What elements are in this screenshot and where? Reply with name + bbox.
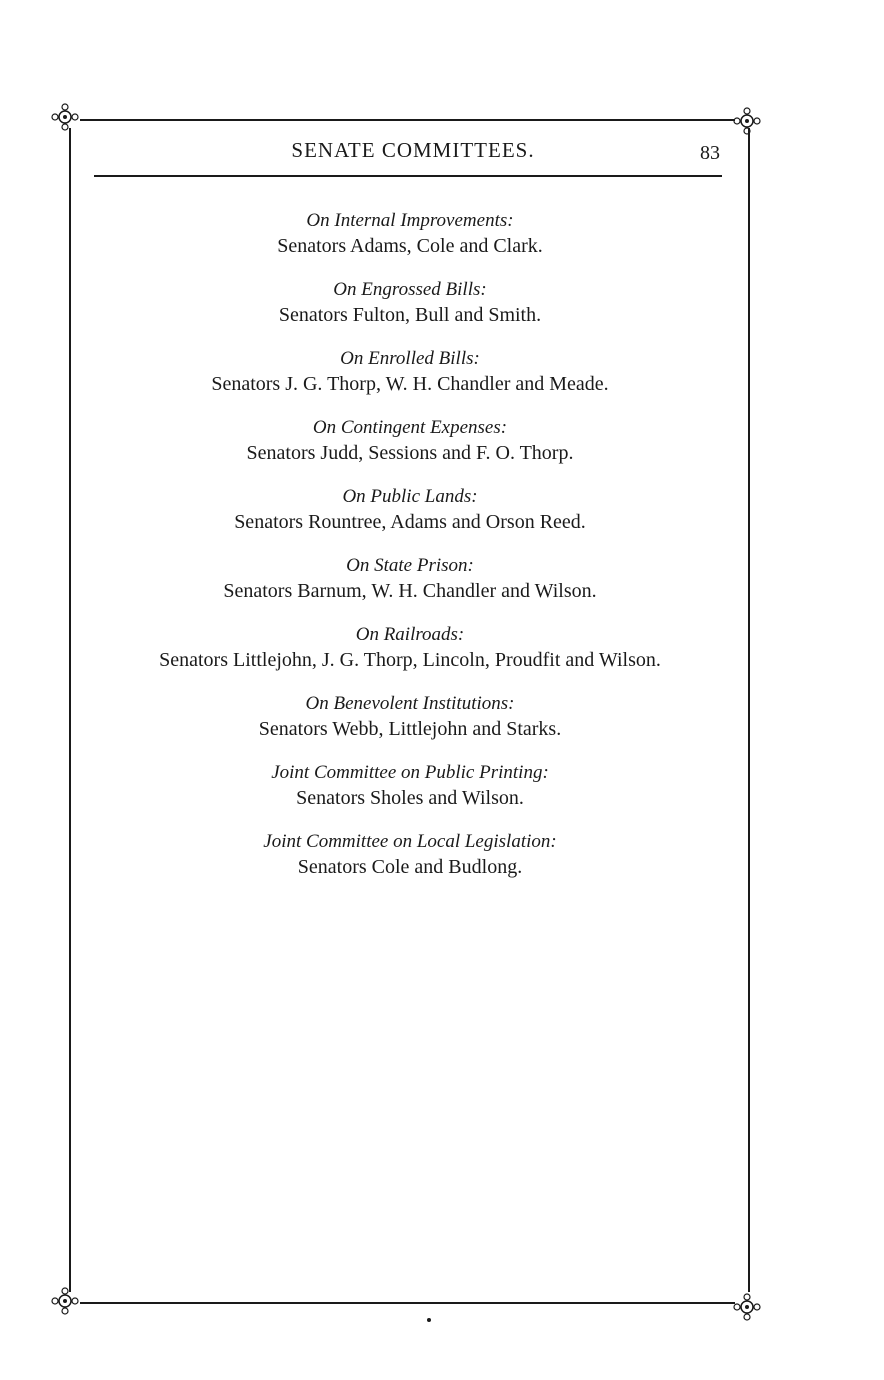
committee-members: Senators J. G. Thorp, W. H. Chandler and Meade. <box>211 373 609 395</box>
committee-name: On Internal Improvements: <box>306 210 514 231</box>
committee-members: Senators Webb, Littlejohn and Starks. <box>258 718 562 740</box>
committee-name: On Public Lands: <box>342 486 478 507</box>
fleuron-corner-icon <box>732 1292 762 1322</box>
committee-entry <box>0 760 820 812</box>
fleuron-corner-icon <box>50 1286 80 1316</box>
fleuron-corner-icon <box>50 102 80 132</box>
committee-name: On Railroads: <box>355 624 465 645</box>
committee-name: On Benevolent Institutions: <box>305 693 515 714</box>
committee-name: On State Prison: <box>346 555 474 576</box>
committee-entry <box>0 691 820 743</box>
page-number: 83 <box>700 142 720 164</box>
committee-list <box>0 208 820 898</box>
committee-members: Senators Adams, Cole and Clark. <box>277 235 543 257</box>
committee-name: On Engrossed Bills: <box>333 279 487 300</box>
committee-members: Senators Judd, Sessions and F. O. Thorp. <box>246 442 574 464</box>
frame-top-rule <box>80 119 735 121</box>
committee-members: Senators Cole and Budlong. <box>297 856 523 878</box>
committee-members: Senators Sholes and Wilson. <box>296 787 524 809</box>
committee-members: Senators Littlejohn, J. G. Thorp, Lincoln, Proudfit and Wilson. <box>159 649 661 671</box>
committee-entry <box>0 208 820 260</box>
committee-name: On Enrolled Bills: <box>340 348 480 369</box>
committee-entry <box>0 622 820 674</box>
committee-name: Joint Committee on Public Printing: <box>271 762 549 783</box>
committee-name: Joint Committee on Local Legislation: <box>263 831 557 852</box>
fleuron-corner-icon <box>732 106 762 136</box>
ink-speck <box>427 1318 431 1322</box>
committee-name: On Contingent Expenses: <box>312 417 508 438</box>
running-head: SENATE COMMITTEES. <box>291 138 535 162</box>
committee-entry <box>0 484 820 536</box>
committee-entry <box>0 829 820 881</box>
committee-entry <box>0 346 820 398</box>
committee-entry <box>0 277 820 329</box>
committee-members: Senators Barnum, W. H. Chandler and Wilson. <box>223 580 597 602</box>
header-rule <box>94 175 722 177</box>
committee-entry <box>0 553 820 605</box>
frame-bottom-rule <box>80 1302 735 1304</box>
committee-members: Senators Fulton, Bull and Smith. <box>278 304 542 326</box>
committee-entry <box>0 415 820 467</box>
committee-members: Senators Rountree, Adams and Orson Reed. <box>234 511 586 533</box>
